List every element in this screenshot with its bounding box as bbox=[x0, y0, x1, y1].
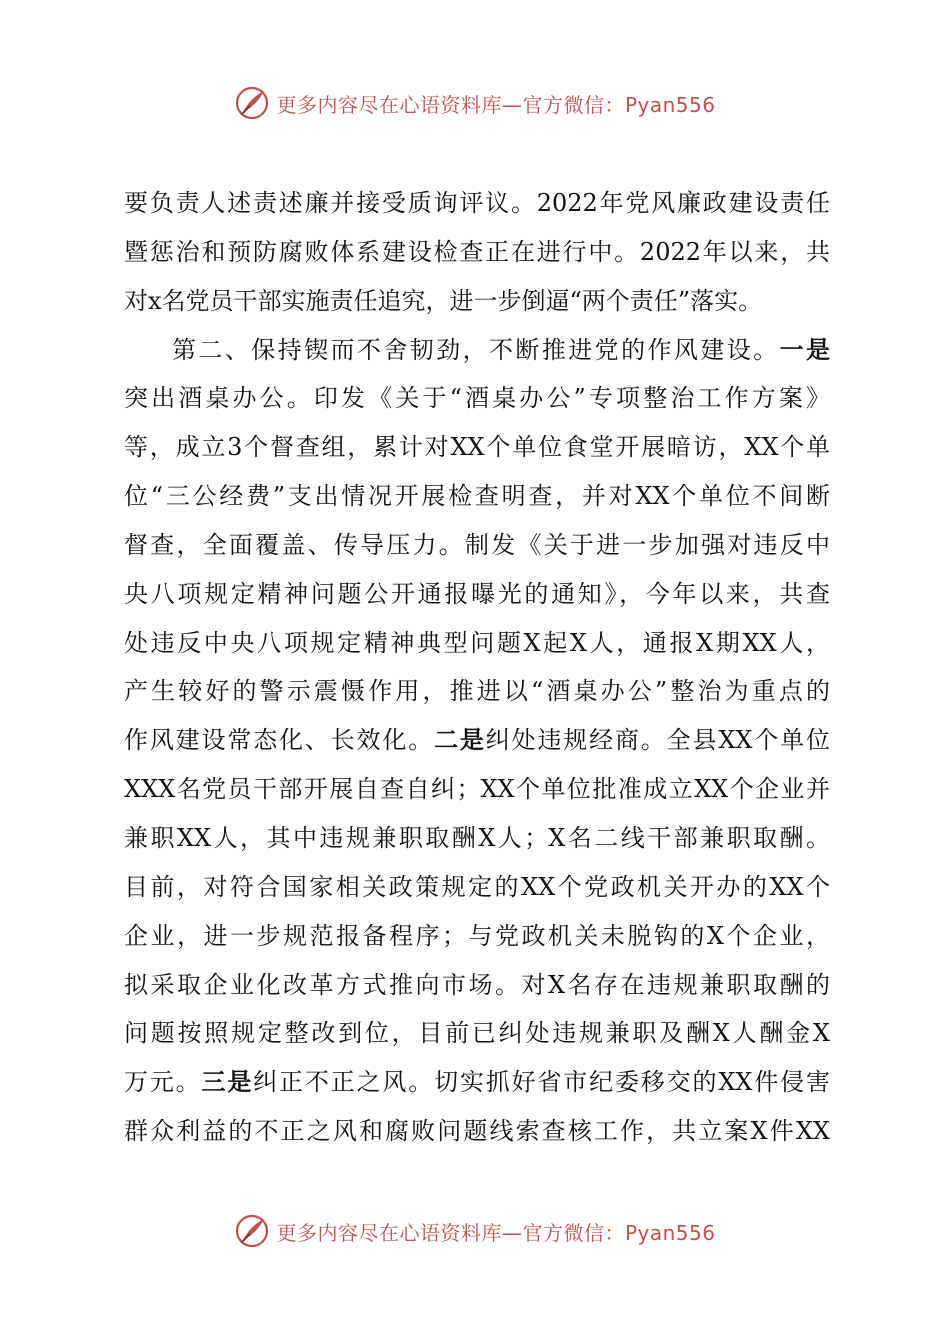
body-line: 要负责人述责述廉并接受质询评议。2022年党风廉政建设责任 bbox=[124, 189, 830, 217]
body-line: 拟采取企业化改革方式推向市场。对X名存在违规兼职取酬的 bbox=[124, 970, 830, 999]
body-line: 产生较好的警示震慑作用，推进以“酒桌办公”整治为重点的 bbox=[124, 677, 830, 706]
body-line: 督查，全面覆盖、传导压力。制发《关于进一步加强对违反中 bbox=[124, 530, 830, 559]
feather-pen-logo-icon bbox=[234, 1213, 270, 1249]
emphasis-label: 一是 bbox=[779, 334, 830, 364]
body-line: 群众利益的不正之风和腐败问题线索查核工作，共立案X件XX bbox=[124, 1117, 830, 1146]
body-line: 兼职XX人，其中违规兼职取酬X人；X名二线干部兼职取酬。 bbox=[124, 823, 830, 852]
emphasis-label: 二是 bbox=[434, 725, 486, 755]
footer-watermark-text: 更多内容尽在心语资料库—官方微信：Pyan556 bbox=[276, 1220, 716, 1245]
body-line: 央八项规定精神问题公开通报曝光的通知》，今年以来，共查 bbox=[124, 579, 830, 608]
body-line: 作风建设常态化、长效化。二是纠处违规经商。全县XX个单位 bbox=[124, 725, 830, 755]
body-line: 企业，进一步规范报备程序；与党政机关未脱钩的X个企业， bbox=[124, 921, 830, 950]
feather-pen-logo-icon bbox=[234, 85, 270, 121]
body-line: 目前，对符合国家相关政策规定的XX个党政机关开办的XX个 bbox=[124, 872, 830, 901]
body-line-paragraph-start: 第二、保持锲而不舍韧劲，不断推进党的作风建设。一是 bbox=[172, 334, 830, 364]
body-line: 位“三公经费”支出情况开展检查明查，并对XX个单位不间断 bbox=[124, 482, 830, 511]
header-watermark-text: 更多内容尽在心语资料库—官方微信：Pyan556 bbox=[276, 92, 716, 117]
emphasis-label: 三是 bbox=[201, 1067, 254, 1097]
footer-watermark-banner bbox=[0, 1206, 950, 1256]
body-line: 暨惩治和预防腐败体系建设检查正在进行中。2022年以来，共 bbox=[124, 237, 830, 266]
body-line: 问题按照规定整改到位，目前已纠处违规兼职及酬X人酬金X bbox=[124, 1019, 830, 1048]
body-line: 对x名党员干部实施责任追究，进一步倒逼“两个责任”落实。 bbox=[124, 286, 763, 315]
header-watermark-banner bbox=[0, 78, 950, 128]
body-line: 等，成立3个督查组，累计对XX个单位食堂开展暗访，XX个单 bbox=[124, 433, 830, 462]
body-line: 处违反中央八项规定精神典型问题X起X人，通报X期XX人， bbox=[124, 628, 830, 657]
body-line: 万元。三是纠正不正之风。切实抓好省市纪委移交的XX件侵害 bbox=[124, 1067, 830, 1097]
body-line: 突出酒桌办公。印发《关于“酒桌办公”专项整治工作方案》 bbox=[124, 384, 830, 413]
document-body bbox=[124, 179, 830, 1156]
body-line: XXX名党员干部开展自查自纠；XX个单位批准成立XX个企业并 bbox=[124, 775, 830, 804]
